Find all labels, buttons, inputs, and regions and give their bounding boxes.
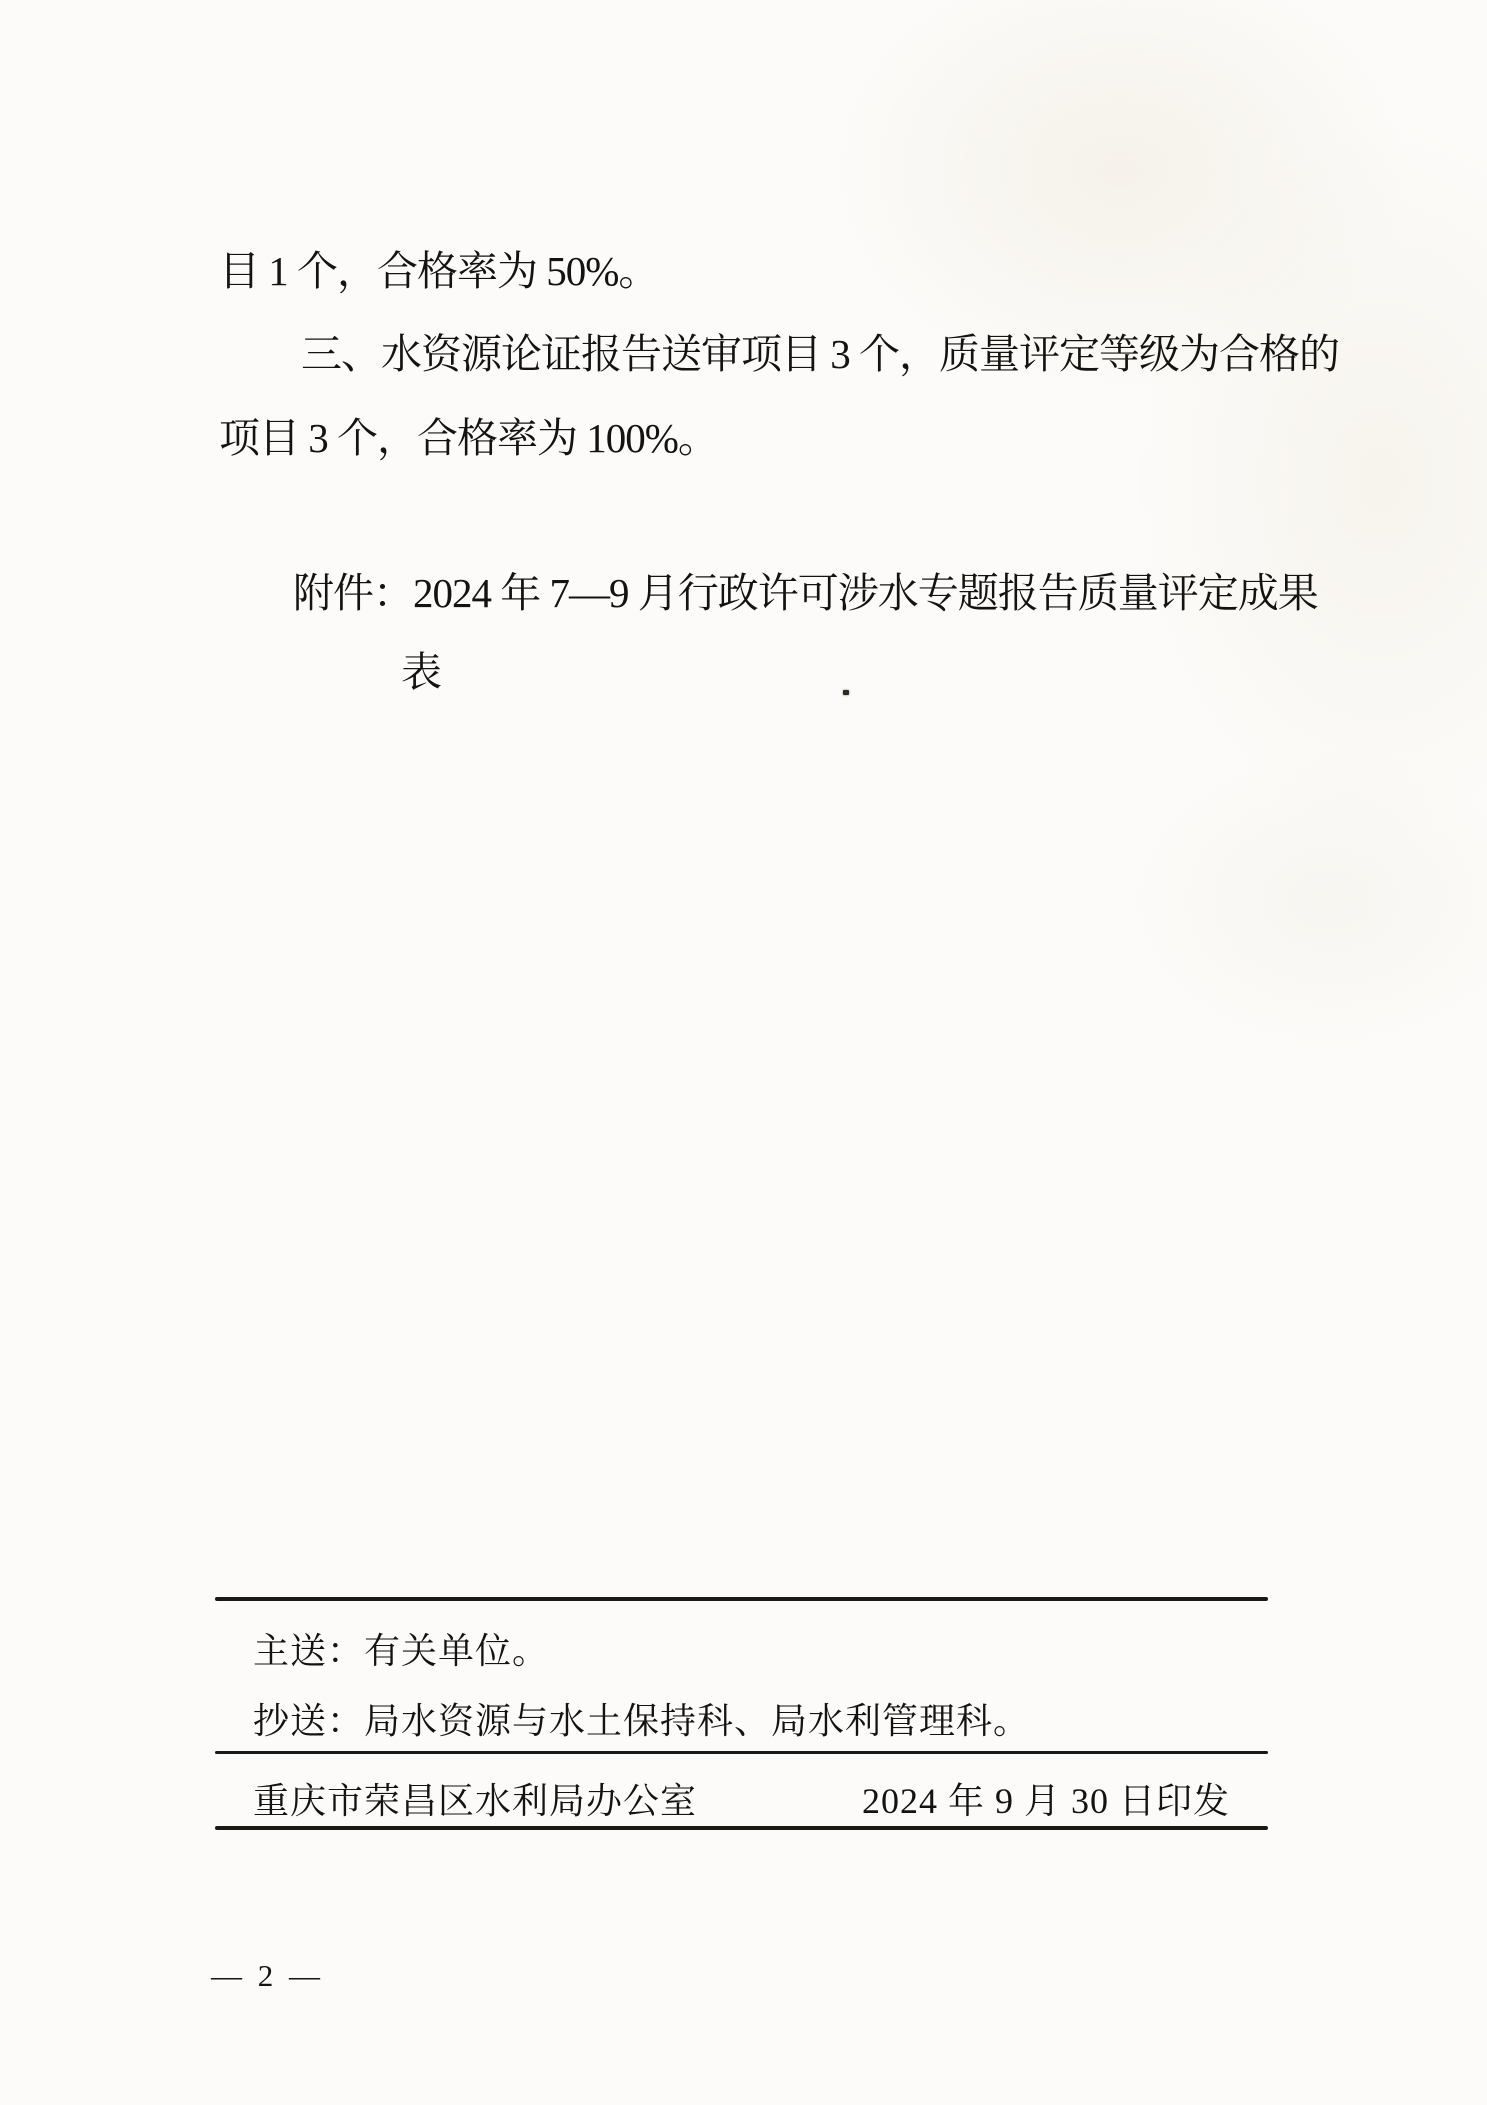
main-recipient-line: 主送：有关单位。: [253, 1631, 550, 1671]
body-paragraph2-line1: 三、水资源论证报告送审项目 3 个，质量评定等级为合格的: [301, 331, 1339, 377]
ink-speck: [843, 690, 849, 695]
colophon-top-rule: [215, 1597, 1268, 1601]
issuing-office-line: 重庆市荣昌区水利局办公室: [253, 1781, 698, 1821]
colophon-middle-rule: [215, 1751, 1268, 1754]
attachment-reference-line2: 表: [401, 649, 441, 695]
print-date-line: 2024 年 9 月 30 日印发: [861, 1781, 1230, 1821]
body-paragraph2-line2: 项目 3 个，合格率为 100%。: [219, 415, 718, 461]
page-number: — 2 —: [211, 1958, 324, 1993]
copy-recipient-line: 抄送：局水资源与水土保持科、局水利管理科。: [253, 1701, 1031, 1741]
body-paragraph1-continuation: 目 1 个，合格率为 50%。: [219, 248, 659, 294]
attachment-reference-line1: 附件：2024 年 7—9 月行政许可涉水专题报告质量评定成果: [293, 570, 1318, 616]
colophon-bottom-rule: [215, 1826, 1268, 1830]
colophon-block: [215, 1597, 1268, 1830]
